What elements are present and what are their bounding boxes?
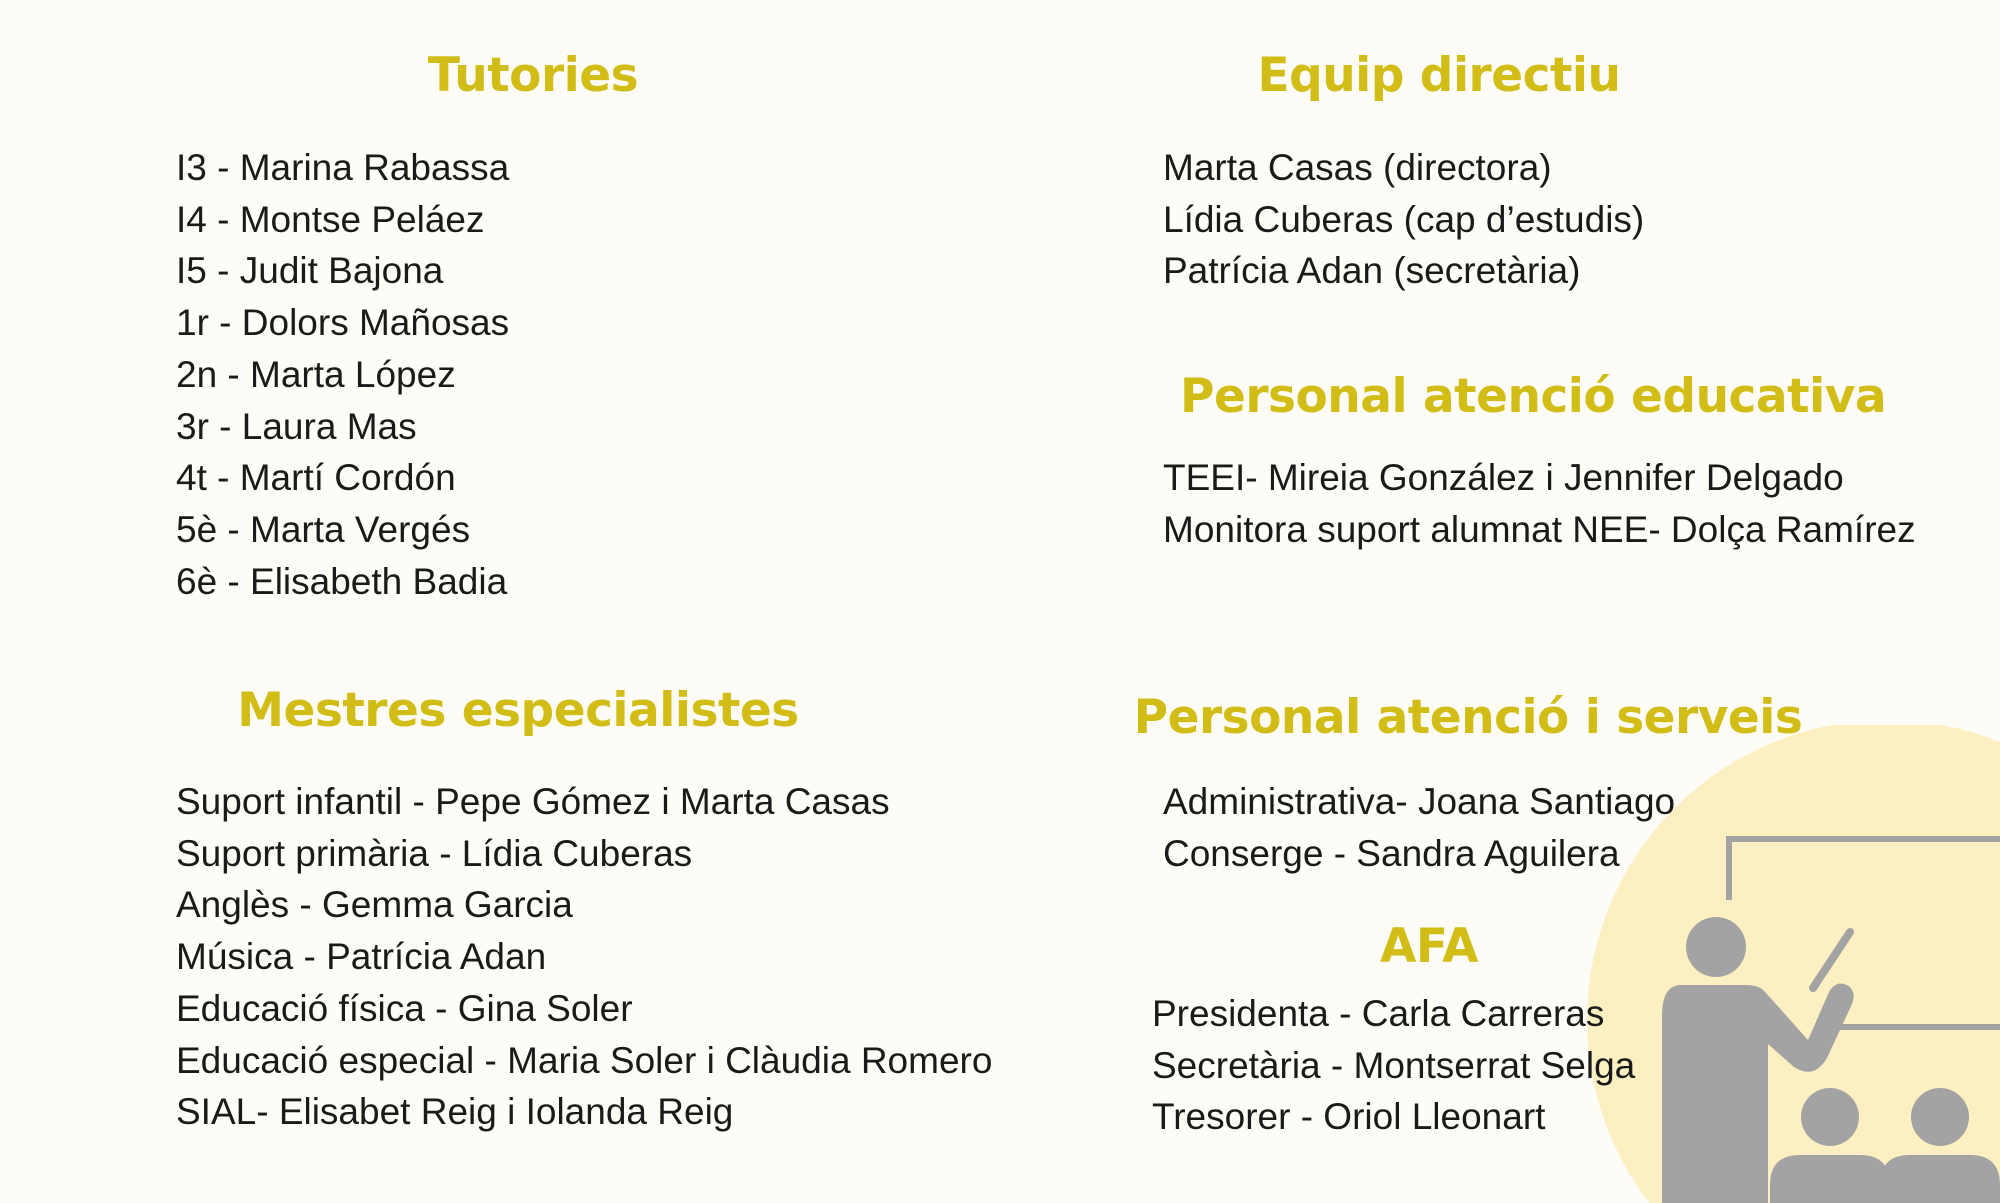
- list-item: I4 - Montse Peláez: [176, 198, 485, 240]
- list-item: Monitora suport alumnat NEE- Dolça Ramírez: [1163, 508, 1916, 550]
- list-item: Marta Casas (directora): [1163, 147, 1552, 188]
- personal-atencio-educativa-heading: Personal atenció educativa: [1180, 369, 1887, 424]
- list-item: 3r - Laura Mas: [176, 405, 417, 447]
- equip-directiu-list: [1163, 142, 1644, 297]
- student-body-left: [1770, 1155, 1890, 1203]
- list-item: TEEI- Mireia González i Jennifer Delgado: [1163, 457, 1844, 498]
- list-item: Suport primària - Lídia Cuberas: [176, 832, 693, 874]
- list-item: Tresorer - Oriol Lleonart: [1152, 1096, 1546, 1138]
- list-item: Presidenta - Carla Carreras: [1152, 993, 1605, 1034]
- afa-heading: AFA: [1380, 919, 1478, 974]
- equip-directiu-heading: Equip directiu: [1257, 48, 1621, 103]
- list-item: Administrativa- Joana Santiago: [1163, 781, 1676, 822]
- teacher-head: [1686, 917, 1746, 977]
- list-item: Conserge - Sandra Aguilera: [1163, 832, 1620, 874]
- tutories-heading: Tutories: [427, 48, 639, 103]
- student-head-left: [1801, 1088, 1859, 1146]
- list-item: Música - Patrícia Adan: [176, 936, 547, 978]
- personal-atencio-serveis-list: [1163, 776, 1675, 879]
- student-body-right: [1880, 1155, 2000, 1203]
- list-item: Educació especial - Maria Soler i Clàudia Romero: [176, 1039, 993, 1081]
- student-head-right: [1911, 1088, 1969, 1146]
- list-item: 1r - Dolors Mañosas: [176, 302, 510, 344]
- list-item: I5 - Judit Bajona: [176, 250, 444, 292]
- list-item: Suport infantil - Pepe Gómez i Marta Casas: [176, 781, 890, 822]
- mestres-especialistes-list: [176, 776, 992, 1138]
- list-item: I3 - Marina Rabassa: [176, 147, 510, 188]
- list-item: Lídia Cuberas (cap d’estudis): [1163, 198, 1645, 240]
- list-item: 4t - Martí Cordón: [176, 457, 456, 499]
- list-item: 6è - Elisabeth Badia: [176, 560, 508, 602]
- list-item: Educació física - Gina Soler: [176, 987, 633, 1029]
- list-item: Secretària - Montserrat Selga: [1152, 1044, 1636, 1086]
- tutories-list: [176, 142, 509, 607]
- personal-atencio-educativa-list: [1163, 452, 1916, 555]
- list-item: SIAL- Elisabet Reig i Iolanda Reig: [176, 1091, 734, 1133]
- personal-atencio-serveis-heading: Personal atenció i serveis: [1133, 690, 1803, 745]
- mestres-especialistes-heading: Mestres especialistes: [237, 683, 799, 738]
- list-item: Anglès - Gemma Garcia: [176, 884, 573, 926]
- afa-list: [1152, 988, 1635, 1143]
- list-item: Patrícia Adan (secretària): [1163, 250, 1581, 292]
- list-item: 5è - Marta Vergés: [176, 508, 471, 550]
- list-item: 2n - Marta López: [176, 353, 456, 395]
